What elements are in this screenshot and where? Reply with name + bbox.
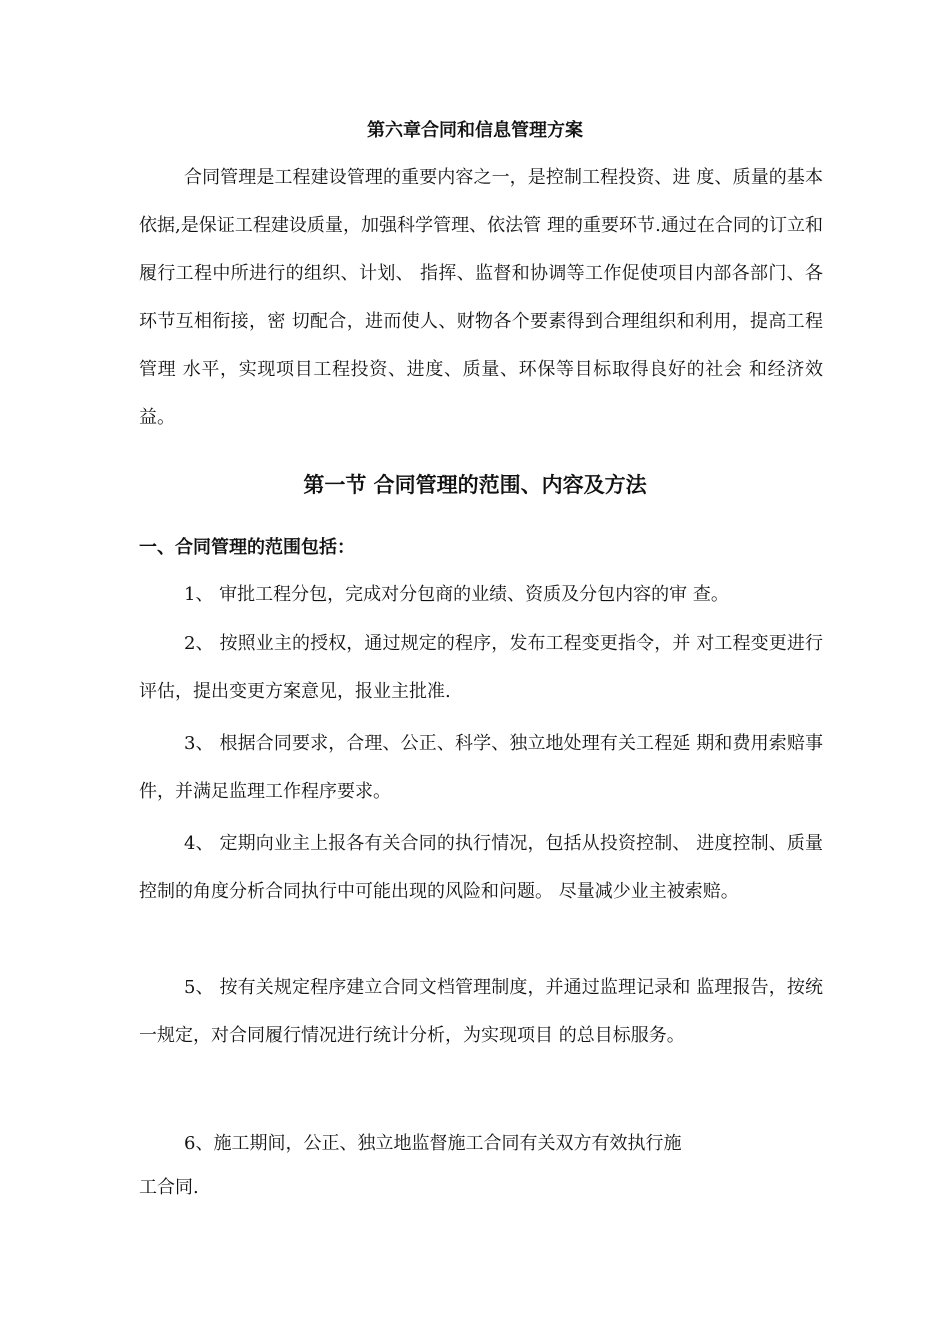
- scope-item-2: 2、 按照业主的授权，通过规定的程序，发布工程变更指令，并 对工程变更进行评估，提出变更方案意见，报业主批准.: [139, 633, 823, 702]
- scope-item-4: 4、 定期向业主上报各有关合同的执行情况，包括从投资控制、 进度控制、质量控制的角度分析合同执行中可能出现的风险和问题。 尽量减少业主被索赔。: [139, 833, 823, 902]
- scope-item-6-line-1: 6、施工期间，公正、独立地监督施工合同有关双方有效执行施: [184, 1133, 682, 1154]
- chapter-title: 第六章合同和信息管理方案: [367, 120, 583, 141]
- intro-paragraph: 合同管理是工程建设管理的重要内容之一，是控制工程投资、进 度、质量的基本依据,是保证工程建设质量，加强科学管理、依法管 理的重要环节.通过在合同的订立和履行工程中所进行的组织、计划、 指挥、监督和协调等工作促使项目内部各部门、各环节互相衔接，密 切配合，进而使人、财物各个要素得到合理组织和利用，提高工程管理 水平，实现项目工程投资、进度、质量、环保等目标取得良好的社会 和经济效益。: [139, 167, 823, 428]
- section-title: 第一节 合同管理的范围、内容及方法: [303, 472, 647, 497]
- scope-item-6-line-2: 工合同.: [139, 1177, 199, 1198]
- scope-item-5: 5、 按有关规定程序建立合同文档管理制度，并通过监理记录和 监理报告，按统一规定，对合同履行情况进行统计分析，为实现项目 的总目标服务。: [139, 977, 823, 1046]
- scope-item-1: 1、 审批工程分包，完成对分包商的业绩、资质及分包内容的审 查。: [184, 584, 729, 605]
- scope-subtitle: 一、合同管理的范围包括：: [139, 537, 355, 558]
- scope-item-3: 3、 根据合同要求，合理、公正、科学、独立地处理有关工程延 期和费用索赔事件，并满足监理工作程序要求。: [139, 733, 823, 802]
